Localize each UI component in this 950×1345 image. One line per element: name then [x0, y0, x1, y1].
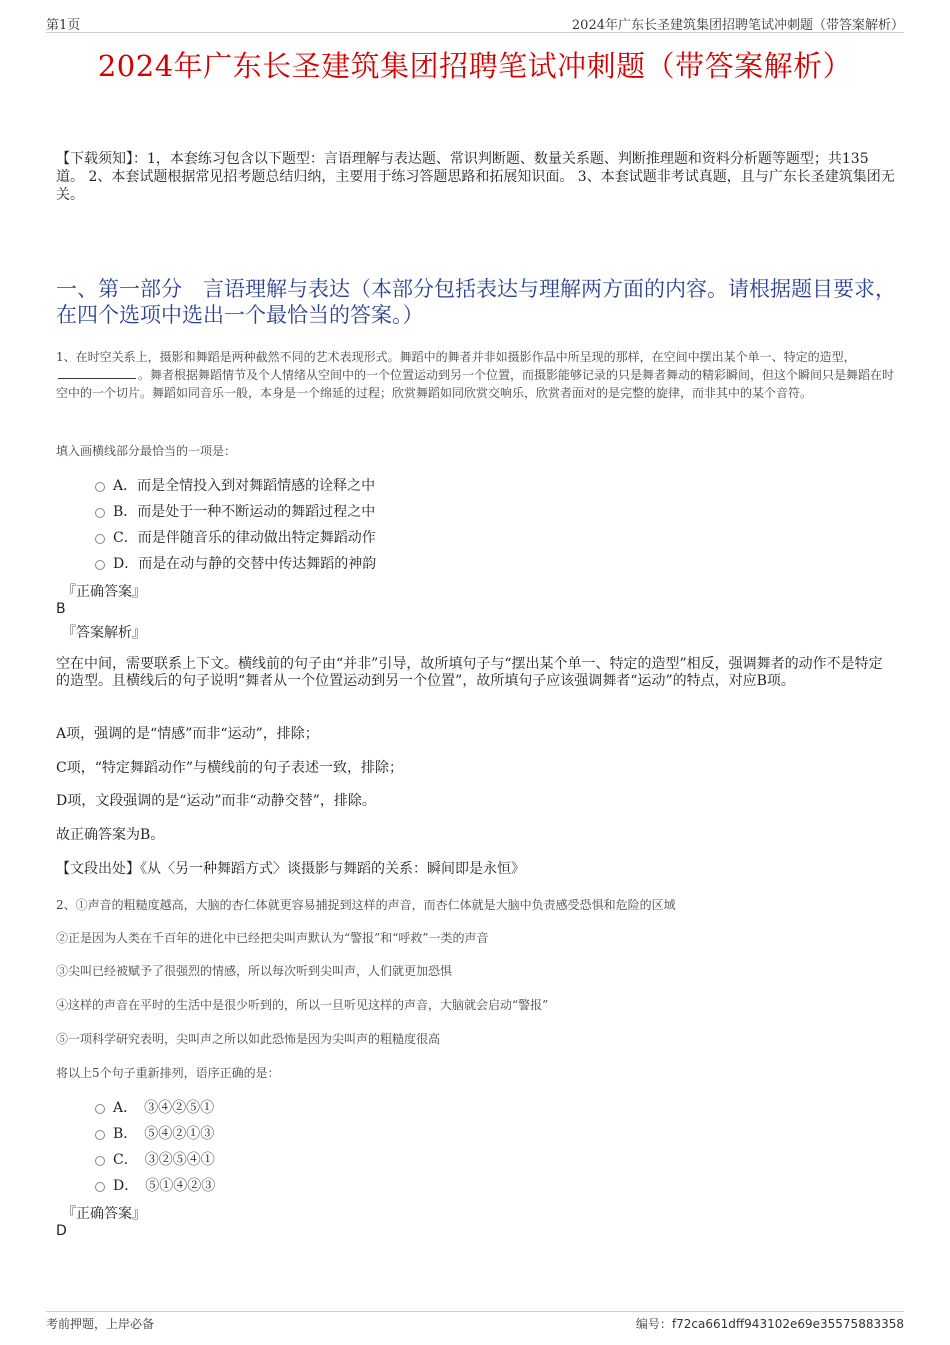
question-1-prompt: 填入画横线部分最恰当的一项是： — [56, 444, 237, 458]
footer-slogan: 考前押题，上岸必备 — [46, 1317, 155, 1331]
analysis-paragraph: A项，强调的是“情感”而非“运动”，排除； — [56, 726, 319, 742]
page-title: 2024年广东长圣建筑集团招聘笔试冲刺题（带答案解析） — [97, 49, 853, 83]
question-2-prompt: 将以上5个句子重新排列，语序正确的是： — [56, 1066, 280, 1080]
document-code — [636, 1315, 904, 1332]
question-1-answer-label: 『正确答案』 — [62, 584, 146, 600]
option-label: D． ⑤①④②③ — [113, 1178, 216, 1194]
question-2-option-b[interactable] — [95, 1124, 214, 1144]
radio-icon[interactable] — [95, 1156, 105, 1166]
section-heading: 一、第一部分 言语理解与表达（本部分包括表达与理解两方面的内容。请根据题目要求，在四个选项中选出一个最恰当的答案。） — [56, 277, 896, 327]
analysis-paragraph: 故正确答案为B。 — [56, 827, 165, 843]
question-2-line: 2、①声音的粗糙度越高，大脑的杏仁体就更容易捕捉到这样的声音，而杏仁体就是大脑中负责感受恐惧和危险的区域 — [56, 898, 676, 912]
question-1-stem — [56, 348, 896, 402]
question-2-option-c[interactable] — [95, 1150, 215, 1170]
source-citation: 【文段出处】《从〈另一种舞蹈方式〉谈摄影与舞蹈的关系：瞬间即是永恒》 — [56, 861, 525, 877]
code-value: f72ca661dff943102e69e35575883358 — [671, 1317, 904, 1331]
question-1-stem-part-a: 1、在时空关系上，摄影和舞蹈是两种截然不同的艺术表现形式。舞蹈中的舞者并非如摄影作品中所呈现的那样，在空间中摆出某个单一、特定的造型， — [56, 350, 856, 364]
option-label: C．而是伴随音乐的律动做出特定舞蹈动作 — [113, 530, 376, 546]
header-doc-title: 2024年广东长圣建筑集团招聘笔试冲刺题（带答案解析） — [571, 18, 904, 33]
page-number: 第1页 — [46, 18, 81, 33]
radio-icon[interactable] — [95, 534, 105, 544]
question-2-line: ④这样的声音在平时的生活中是很少听到的，所以一旦听见这样的声音，大脑就会启动“警报” — [56, 998, 549, 1012]
radio-icon[interactable] — [95, 560, 105, 570]
question-1-option-d[interactable] — [95, 554, 376, 574]
option-label: B．而是处于一种不断运动的舞蹈过程之中 — [113, 504, 376, 520]
fill-blank — [58, 366, 136, 379]
analysis-paragraph: D项，文段强调的是“运动”而非“动静交替”，排除。 — [56, 793, 376, 809]
question-2-answer: D — [56, 1223, 67, 1239]
analysis-paragraph: C项，“特定舞蹈动作”与横线前的句子表述一致，排除； — [56, 760, 404, 776]
radio-icon[interactable] — [95, 1130, 105, 1140]
option-label: A． ③④②⑤① — [113, 1100, 215, 1116]
question-1-answer: B — [56, 601, 66, 617]
code-label: 编号： — [635, 1317, 672, 1331]
radio-icon[interactable] — [95, 1182, 105, 1192]
page-footer — [46, 1311, 904, 1335]
question-2-option-d[interactable] — [95, 1176, 215, 1196]
download-notice: 【下载须知】：1，本套练习包含以下题型：言语理解与表达题、常识判断题、数量关系题、判断推理题和资料分析题等题型；共135道。 2、本套试题根据常见招考题总结归纳，主要用于练习答题思路和拓展知识面。 3、本套试题非考试真题，且与广东长圣建筑集团无关。 — [56, 151, 895, 203]
question-2-line: ⑤一项科学研究表明，尖叫声之所以如此恐怖是因为尖叫声的粗糙度很高 — [56, 1032, 441, 1046]
option-label: B． ⑤④②①③ — [113, 1126, 215, 1142]
radio-icon[interactable] — [95, 1104, 105, 1114]
question-2-option-a[interactable] — [95, 1098, 214, 1118]
question-2-line: ②正是因为人类在千百年的进化中已经把尖叫声默认为“警报”和“呼救”一类的声音 — [56, 931, 489, 945]
page-header — [46, 14, 904, 33]
option-label: A．而是全情投入到对舞蹈情感的诠释之中 — [113, 478, 376, 494]
question-2-answer-label: 『正确答案』 — [62, 1206, 146, 1222]
question-1-stem-part-b: 。舞者根据舞蹈情节及个人情绪从空间中的一个位置运动到另一个位置，而摄影能够记录的只是舞者舞动的精彩瞬间，但这个瞬间只是舞蹈在时空中的一个切片。舞蹈如同音乐一般，本身是一个绵延的过程；欣赏舞蹈如同欣赏交响乐，欣赏者面对的是完整的旋律，而非其中的某个音符。 — [56, 368, 895, 400]
question-2-line: ③尖叫已经被赋予了很强烈的情感，所以每次听到尖叫声，人们就更加恐惧 — [56, 964, 453, 978]
analysis-paragraph: 空在中间，需要联系上下文。横线前的句子由“并非”引导，故所填句子与“摆出某个单一、特定的造型”相反，强调舞者的动作不是特定的造型。且横线后的句子说明“舞者从一个位置运动到另一个位置”，故所填句子应该强调舞者“运动”的特点，对应B项。 — [56, 656, 883, 689]
radio-icon[interactable] — [95, 508, 105, 518]
question-1-analysis-label: 『答案解析』 — [62, 625, 146, 641]
option-label: D．而是在动与静的交替中传达舞蹈的神韵 — [113, 556, 377, 572]
radio-icon[interactable] — [95, 482, 105, 492]
question-1-option-b[interactable] — [95, 502, 375, 522]
question-1-option-c[interactable] — [95, 528, 376, 548]
question-1-option-a[interactable] — [95, 476, 375, 496]
option-label: C． ③②⑤④① — [113, 1152, 215, 1168]
